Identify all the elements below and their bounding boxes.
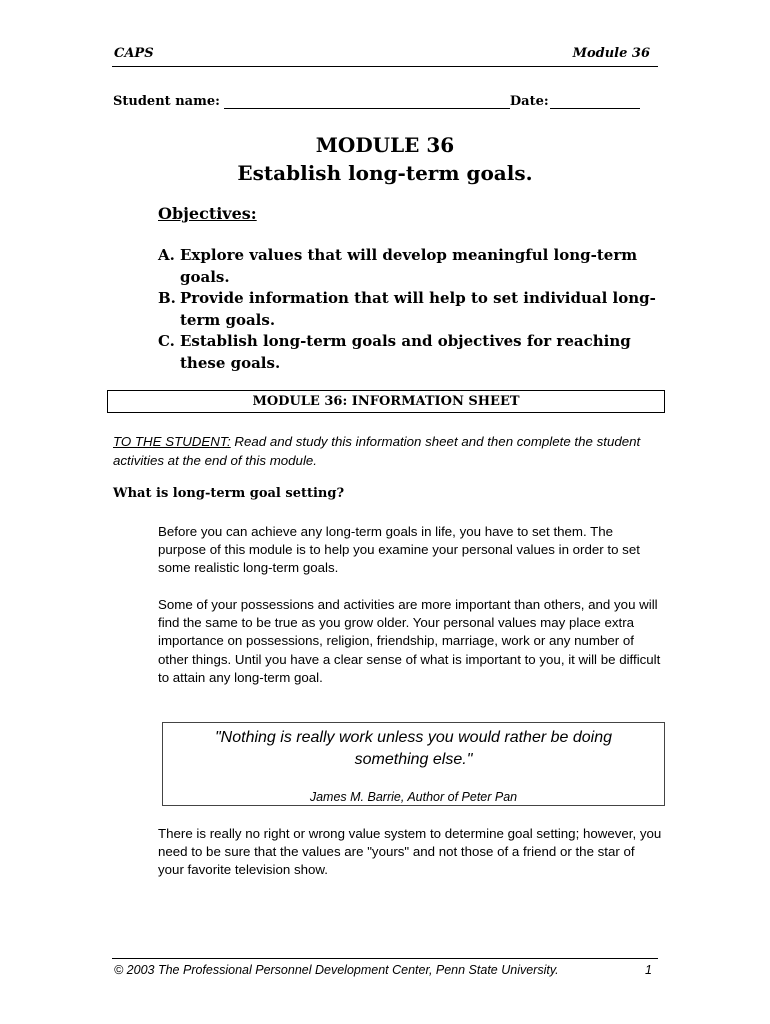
objective-text: Provide information that will help to set individual long-term goals. bbox=[180, 289, 656, 329]
footer-copyright: © 2003 The Professional Personnel Development Center, Penn State University. bbox=[114, 963, 559, 977]
date-field[interactable] bbox=[550, 96, 640, 109]
objectives-list bbox=[158, 245, 668, 374]
section-heading: What is long-term goal setting? bbox=[113, 486, 345, 501]
quote-box bbox=[162, 722, 665, 806]
header-right: Module 36 bbox=[572, 46, 650, 61]
paragraph-2: Some of your possessions and activities are more important than others, and you will find the same to be true as you grow older. Your personal values may place extra importance on possessions, religion, friendship, marriage, work or any number of other things. Until you have a clear sense of what is important to you, it will be difficult to attain any long-term goal. bbox=[158, 597, 661, 685]
objective-letter: B. bbox=[158, 289, 176, 307]
page-footer bbox=[112, 958, 658, 977]
to-student-note bbox=[113, 432, 658, 470]
student-row bbox=[113, 94, 653, 109]
student-name-label: Student name: bbox=[113, 94, 220, 109]
information-sheet-banner: MODULE 36: INFORMATION SHEET bbox=[107, 390, 665, 413]
objective-item bbox=[158, 245, 668, 288]
objective-text: Explore values that will develop meaningful long-term goals. bbox=[180, 246, 638, 286]
objectives-heading: Objectives: bbox=[158, 204, 257, 223]
title-line-2: Establish long-term goals. bbox=[237, 161, 533, 185]
objective-letter: C. bbox=[158, 332, 175, 350]
objective-text: Establish long-term goals and objectives for reaching these goals. bbox=[180, 332, 631, 372]
objective-item bbox=[158, 288, 668, 331]
date-label: Date: bbox=[509, 94, 549, 109]
student-name-field[interactable] bbox=[224, 96, 510, 109]
to-student-text: Read and study this information sheet and then complete the student activities at the end of this module. bbox=[113, 434, 641, 468]
page-header bbox=[112, 46, 658, 67]
title-line-1: MODULE 36 bbox=[315, 133, 455, 157]
quote-author: James M. Barrie, Author of Peter Pan bbox=[309, 790, 518, 804]
page-number: 1 bbox=[645, 963, 652, 977]
paragraph-3: There is really no right or wrong value system to determine goal setting; however, you need to be sure that the values are "yours" and not those of a friend or the star of your favorite television show. bbox=[158, 826, 662, 878]
paragraph-1: Before you can achieve any long-term goals in life, you have to set them. The purpose of this module is to help you examine your personal values in order to set some realistic long-term goals. bbox=[158, 524, 640, 576]
to-student-lead: TO THE STUDENT: bbox=[113, 434, 231, 449]
page-title bbox=[0, 131, 770, 187]
header-left: CAPS bbox=[114, 46, 154, 61]
quote-text: "Nothing is really work unless you would rather be doing something else." bbox=[215, 729, 612, 768]
objective-item bbox=[158, 331, 668, 374]
objective-letter: A. bbox=[158, 246, 175, 264]
